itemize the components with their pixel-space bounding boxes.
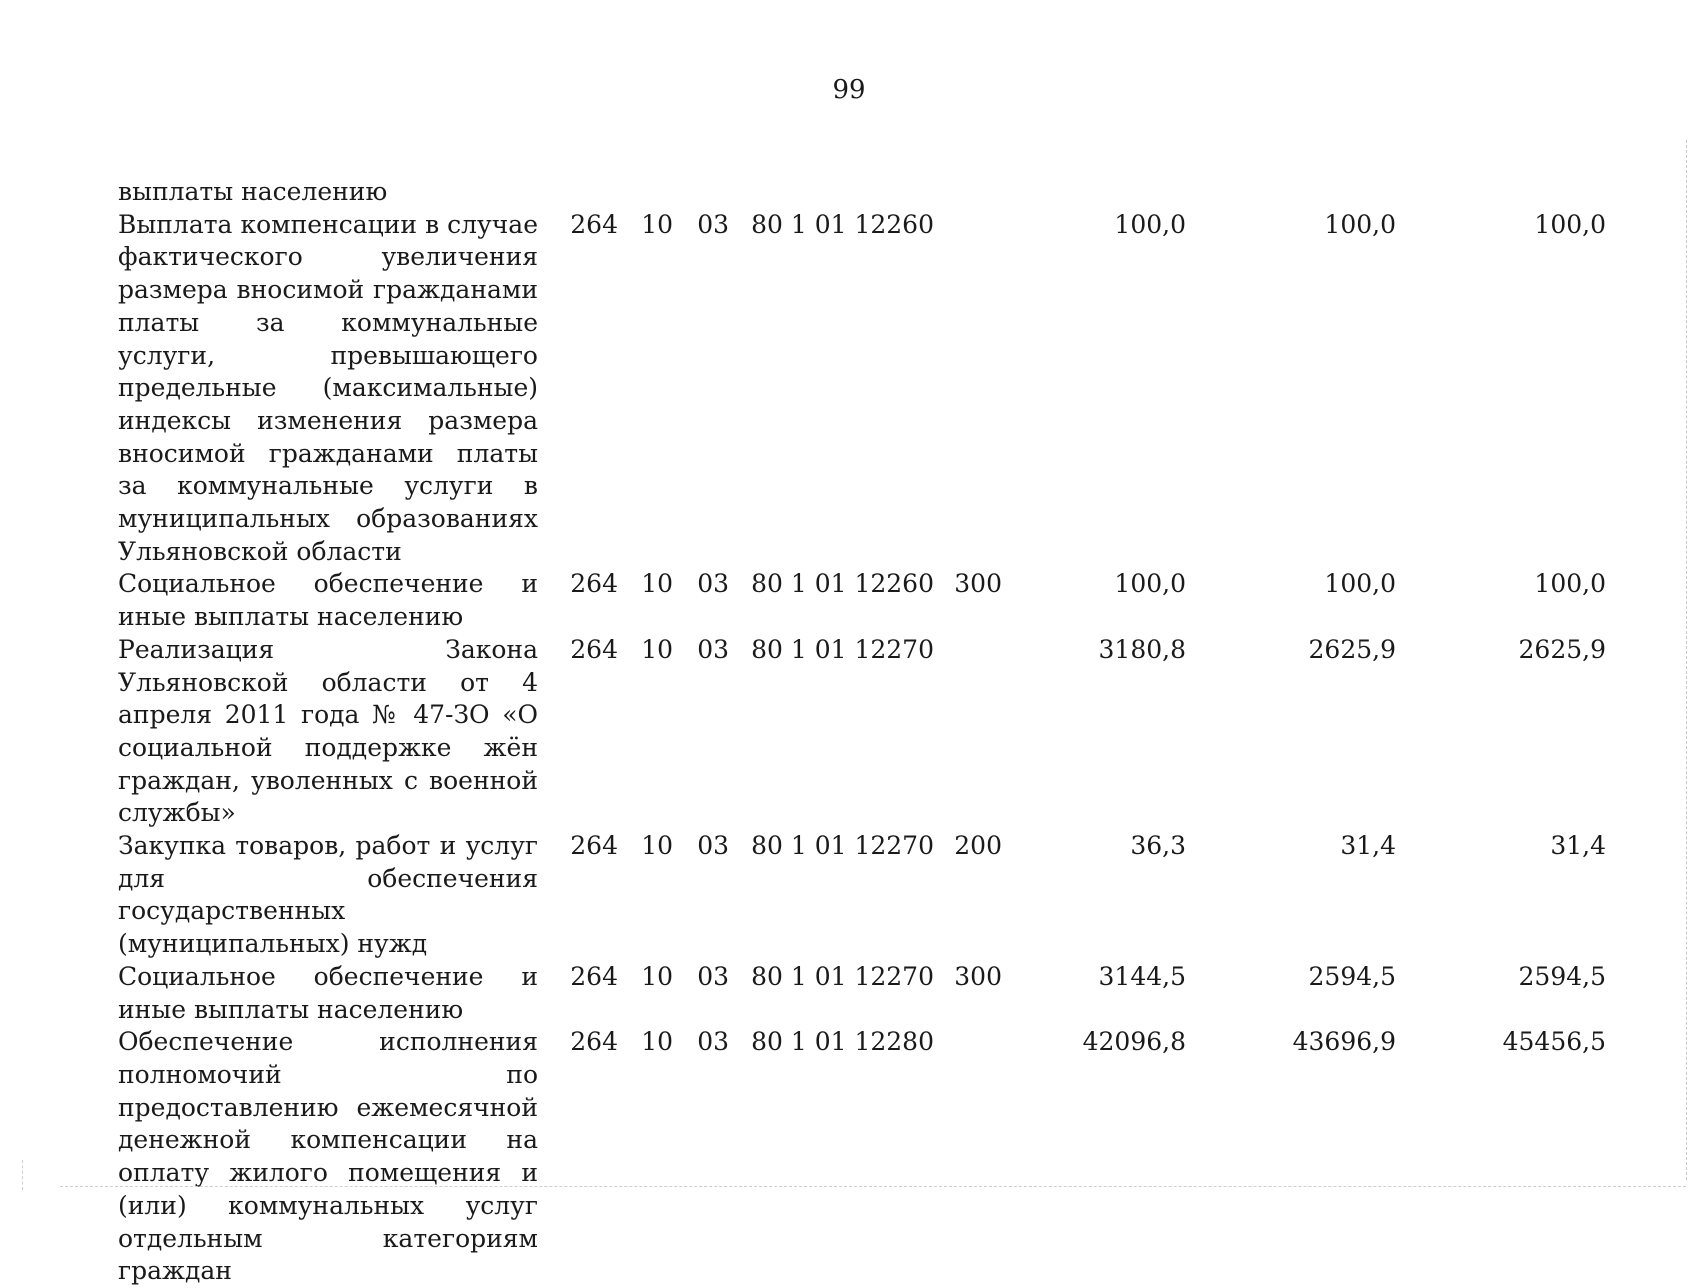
scan-edge-right — [1686, 140, 1687, 1180]
table-row — [118, 176, 1606, 209]
row-amount-year3: 100,0 — [1534, 569, 1606, 599]
row-target-article: 80 1 01 12280 — [751, 1027, 934, 1057]
row-name: Социальное обеспечение и иные выплаты населению — [118, 961, 538, 1024]
row-ministry — [538, 176, 618, 209]
row-target-article: 80 1 01 12270 — [751, 831, 934, 861]
row-expense-type: 300 — [954, 569, 1002, 599]
scan-edge-left — [22, 1160, 23, 1190]
row-subsection: 03 — [697, 831, 729, 861]
row-amount-year1 — [1002, 176, 1186, 209]
row-amount-year3: 2625,9 — [1518, 634, 1606, 664]
row-expense-type — [934, 209, 1002, 569]
table-row — [118, 634, 1606, 830]
row-expense-type: 300 — [954, 961, 1002, 991]
row-subsection: 03 — [697, 961, 729, 991]
row-section: 10 — [641, 1027, 673, 1057]
row-name: Реализация Закона Ульяновской области от 4 апреля 2011 года № 47-ЗО «О социальной поддержке жён граждан, уволенных с военной службы» — [118, 634, 538, 828]
row-subsection — [673, 176, 729, 209]
table-row — [118, 209, 1606, 569]
row-name: Социальное обеспечение и иные выплаты населению — [118, 569, 538, 632]
row-subsection: 03 — [697, 634, 729, 664]
row-amount-year1: 3144,5 — [1098, 961, 1186, 991]
row-ministry: 264 — [570, 569, 618, 599]
row-amount-year2 — [1186, 176, 1396, 209]
row-expense-type — [934, 634, 1002, 830]
row-section: 10 — [641, 961, 673, 991]
row-subsection: 03 — [697, 569, 729, 599]
row-amount-year2: 43696,9 — [1292, 1027, 1396, 1057]
row-amount-year2: 100,0 — [1324, 569, 1396, 599]
row-amount-year1: 3180,8 — [1098, 634, 1186, 664]
row-amount-year2: 31,4 — [1340, 831, 1396, 861]
row-ministry: 264 — [570, 1027, 618, 1057]
row-target-article: 80 1 01 12260 — [751, 569, 934, 599]
row-amount-year3: 100,0 — [1534, 209, 1606, 239]
row-amount-year3: 45456,5 — [1502, 1027, 1606, 1057]
row-ministry: 264 — [570, 831, 618, 861]
row-target-article: 80 1 01 12270 — [751, 961, 934, 991]
row-target-article: 80 1 01 12260 — [751, 209, 934, 239]
row-amount-year3: 2594,5 — [1518, 961, 1606, 991]
table-row — [118, 1026, 1606, 1288]
table-row — [118, 961, 1606, 1026]
row-ministry: 264 — [570, 209, 618, 239]
row-amount-year2: 100,0 — [1324, 209, 1396, 239]
table-row — [118, 568, 1606, 633]
row-name: Выплата компенсации в случае фактического увеличения размера вносимой гражданами платы за коммунальные услуги, превышающего предельные (максимальные) индексы изменения размера вносимой гражданами платы за коммунальные услуги в муниципальных образованиях Ульяновской области — [118, 209, 538, 566]
row-expense-type: 200 — [954, 831, 1002, 861]
row-amount-year3: 31,4 — [1550, 831, 1606, 861]
row-amount-year2: 2625,9 — [1308, 634, 1396, 664]
row-subsection: 03 — [697, 1027, 729, 1057]
row-section: 10 — [641, 634, 673, 664]
row-target-article — [729, 176, 934, 209]
budget-table — [118, 176, 1606, 1288]
row-amount-year2: 2594,5 — [1308, 961, 1396, 991]
row-amount-year3 — [1396, 176, 1606, 209]
row-section: 10 — [641, 831, 673, 861]
row-expense-type — [934, 176, 1002, 209]
row-section — [618, 176, 673, 209]
row-amount-year1: 100,0 — [1114, 569, 1186, 599]
row-expense-type — [934, 1026, 1002, 1288]
row-ministry: 264 — [570, 634, 618, 664]
row-subsection: 03 — [697, 209, 729, 239]
row-amount-year1: 100,0 — [1114, 209, 1186, 239]
row-amount-year1: 36,3 — [1130, 831, 1186, 861]
page-number: 99 — [832, 75, 866, 105]
row-target-article: 80 1 01 12270 — [751, 634, 934, 664]
row-section: 10 — [641, 569, 673, 599]
row-name: Закупка товаров, работ и услуг для обеспечения государственных (муниципальных) нужд — [118, 831, 538, 959]
row-name: Обеспечение исполнения полномочий по предоставлению ежемесячной денежной компенсации на оплату жилого помещения и (или) коммунальных услуг отдельным категориям граждан — [118, 1027, 538, 1286]
row-name: выплаты населению — [118, 177, 388, 206]
row-section: 10 — [641, 209, 673, 239]
table-row — [118, 830, 1606, 961]
row-ministry: 264 — [570, 961, 618, 991]
row-amount-year1: 42096,8 — [1082, 1027, 1186, 1057]
scan-edge-bottom — [60, 1186, 1686, 1187]
